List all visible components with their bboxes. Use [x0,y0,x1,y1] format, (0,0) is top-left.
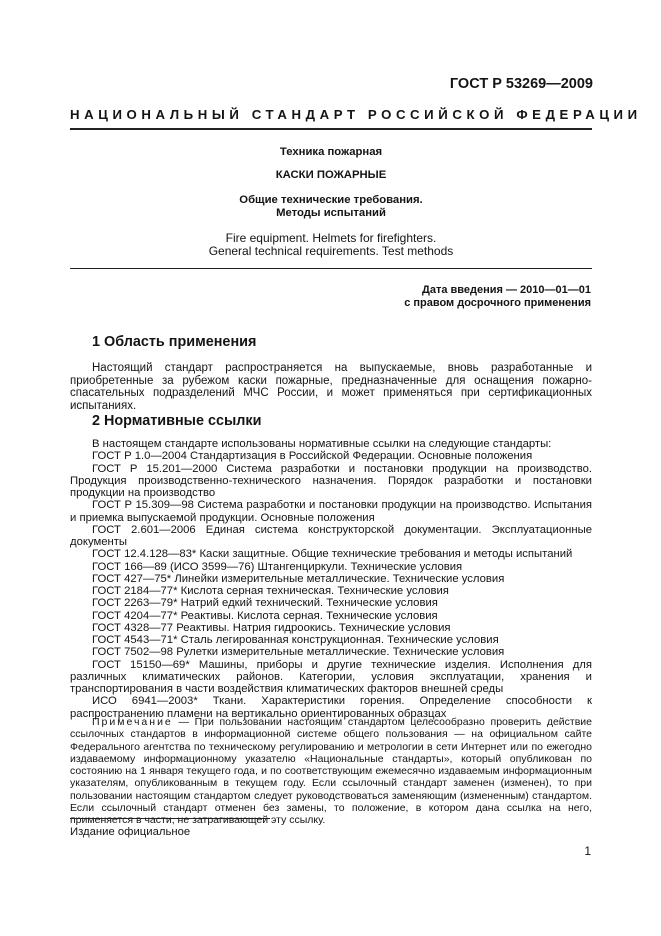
note-label: Примечание [92,716,173,728]
reference-item: ГОСТ 2184—77* Кислота серная техническая. Технические условия [92,585,449,597]
reference-item: ГОСТ 2263—79* Натрий едкий технический. Технические условия [92,597,438,610]
english-title-line-2: General technical requirements. Test methods [208,244,454,258]
category-title: Техника пожарная [279,146,383,158]
reference-item: ГОСТ 4328—77 Реактивы. Натрия гидроокись. Технические условия [92,621,451,634]
section-1-text [70,362,592,412]
reference-item: ГОСТ 427—75* Линейки измерительные металлические. Технические условия [92,572,505,585]
national-standard-title: НАЦИОНАЛЬНЫЙ СТАНДАРТ РОССИЙСКОЙ ФЕДЕРАЦИИ [70,107,642,122]
reference-item: ГОСТ 15150—69* Машины, приборы и другие технические изделия. Исполнения для различных климатических районов. Категории, условия эксплуатации, хранения и транспортирования в части воздействия климатических факторов внешней среды [70,658,592,695]
english-title-line-1: Fire equipment. Helmets for firefighters. [225,231,437,245]
reference-item: ГОСТ Р 1.0—2004 Стандартизация в Российской Федерации. Основные положения [92,450,533,463]
reference-item: ГОСТ 166—89 (ИСО 3599—76) Штангенциркули. Технические условия [92,560,463,573]
references-list [70,438,592,720]
reference-item: ГОСТ 2.601—2006 Единая система конструкторской документации. Эксплуатационные документы [70,523,592,548]
reference-item: ГОСТ 7502—98 Рулетки измерительные металлические. Технические условия [92,646,505,659]
gost-number: ГОСТ Р 53269—2009 [449,76,593,92]
section-2-heading: 2 Нормативные ссылки [92,413,262,429]
references-intro: В настоящем стандарте использованы нормативные ссылки на следующие стандарты: [92,438,552,450]
section-1-paragraph: Настоящий стандарт распространяется на выпускаемые, вновь разработанные и приобретенные за рубежом каски пожарные, предназначенные для оснащения пожарно-спасательных подразделений МЧС России, и может применяться при сертификационных испытаниях. [70,362,592,412]
reference-item: ГОСТ Р 15.309—98 Система разработки и постановки продукции на производство. Испытания и приемка выпускаемой продукции. Основные положения [70,499,592,524]
header-divider [70,128,592,130]
note-text: — При пользовании настоящим стандартом целесообразно проверить действие ссылочных стандартов в информационной системе общего пользования — на официальном сайте Федерального агентства по техническому регулированию и метрологии в сети Интернет или по ежегодно издаваемому информационному указателю «Национальные стандарты», который опубликован по состоянию на 1 января текущего года, и по соответствующим ежемесячно издаваемым информационным указателям, опубликованным в текущем году. Если ссылочный стандарт заменен (изменен), то при пользовании настоящим стандартом следует руководствоваться заменяющим (измененным) стандартом. Если ссылочный стандарт отменен без замены, то положение, в котором дана ссылка на него, применяется в части, не затрагивающей эту ссылку. [70,716,592,827]
intro-date: Дата введения — 2010—01—01 [422,284,591,296]
official-edition: Издание официальное [70,826,191,838]
note [70,716,592,827]
page-number: 1 [584,844,591,858]
reference-item: ГОСТ 4543—71* Сталь легированная конструкционная. Технические условия [92,634,499,646]
reference-item: ГОСТ Р 15.201—2000 Система разработки и постановки продукции на производство. Продукция производственно-технического назначения. Порядок разработки и постановки продукции на производство [70,462,592,499]
early-application: с правом досрочного применения [404,297,591,309]
footer-divider [70,818,270,819]
introduction-dates [404,284,591,310]
section-1-heading: 1 Область применения [92,334,257,350]
title-divider [70,268,592,269]
main-title: КАСКИ ПОЖАРНЫЕ [275,169,387,181]
reference-item: ГОСТ 12.4.128—83* Каски защитные. Общие технические требования и методы испытаний [92,548,573,561]
subtitle-line-2: Методы испытаний [276,207,386,219]
subtitle-line-1: Общие технические требования. [239,194,423,206]
reference-item: ИСО 6941—2003* Ткани. Характеристики горения. Определение способности к распространению пламени на вертикально ориентированных образцах [70,695,592,720]
reference-item: ГОСТ 4204—77* Реактивы. Кислота серная. Технические условия [92,609,438,622]
